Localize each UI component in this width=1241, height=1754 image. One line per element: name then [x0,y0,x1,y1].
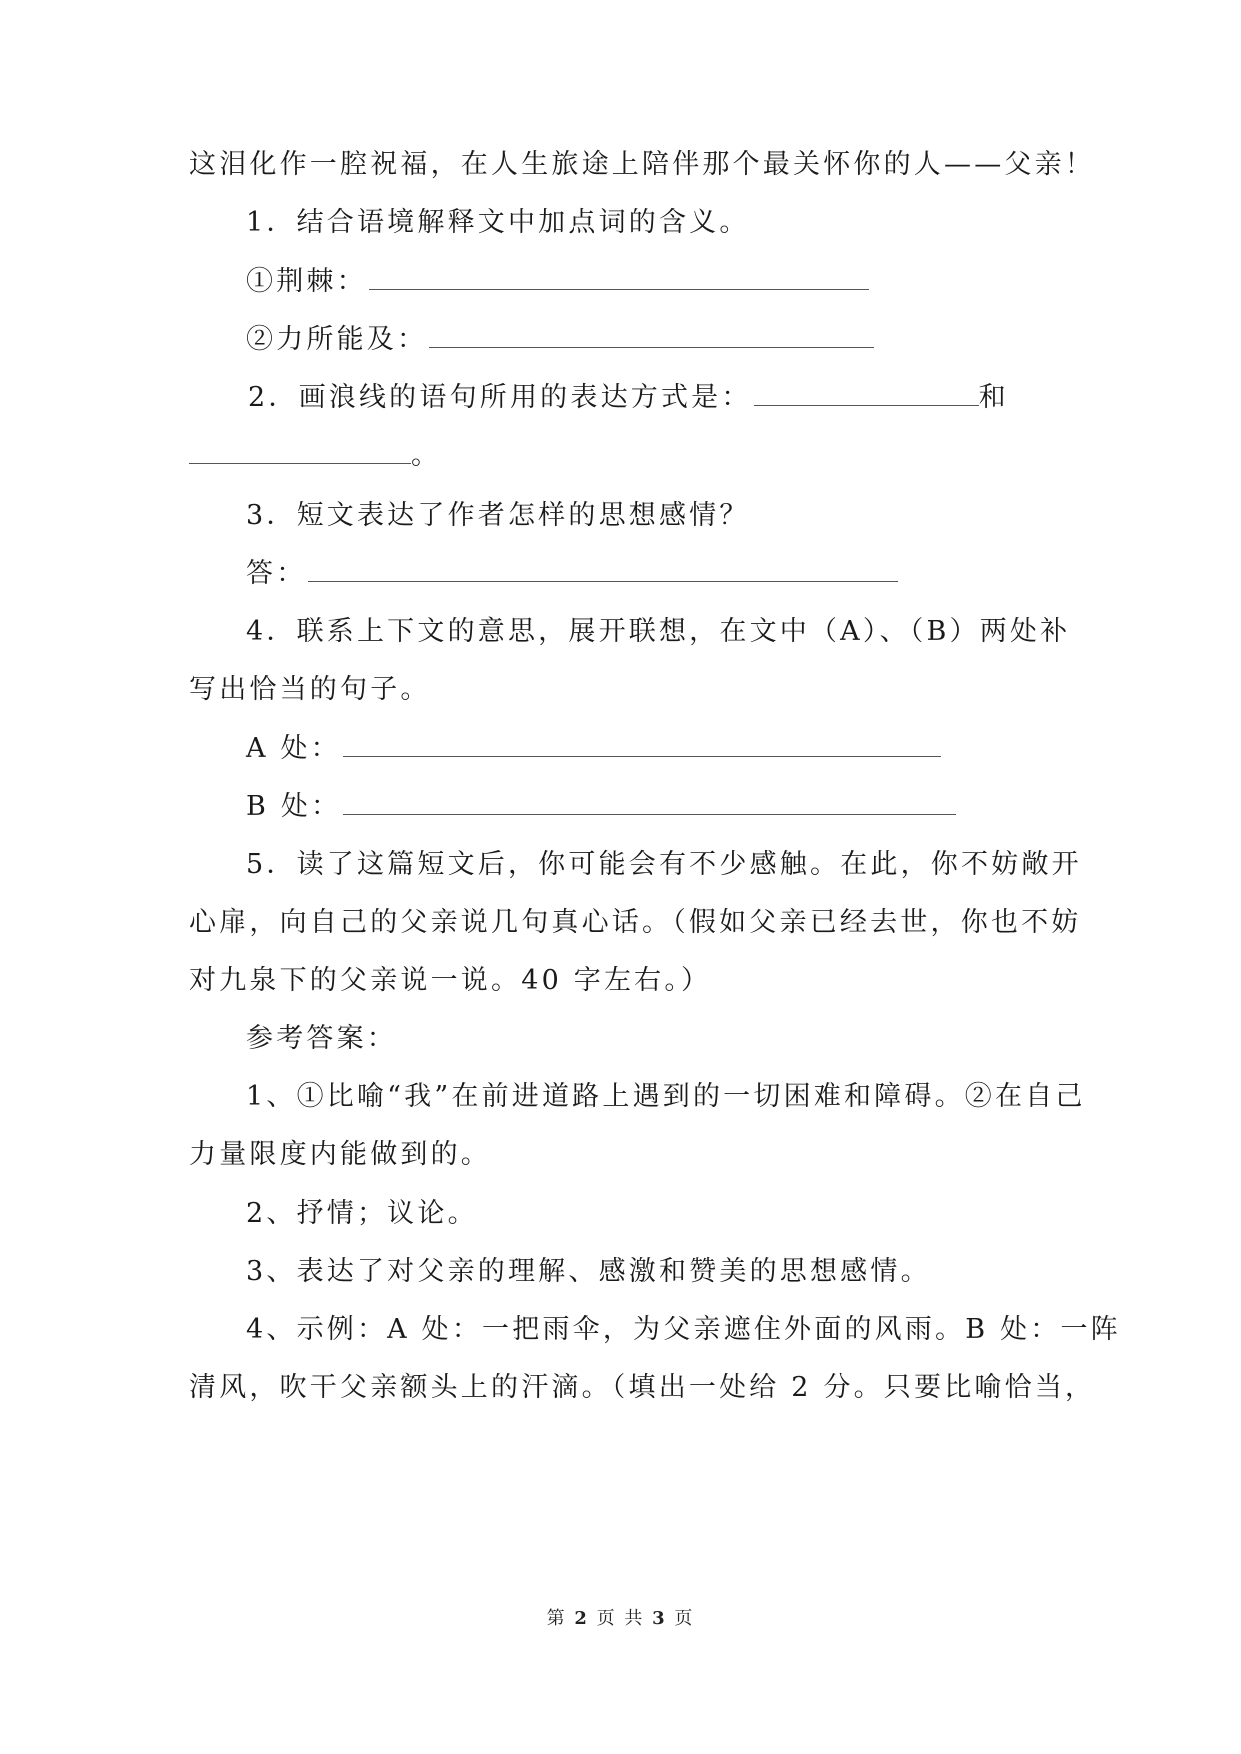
answer-blank[interactable] [189,439,411,464]
question-3-answer [246,554,1108,594]
question-4a-label: A 处： [246,733,341,764]
footer-page-number: 2 [574,1608,589,1629]
question-2-label: 2．画浪线的语句所用的表达方式是： [248,382,752,413]
answer-blank[interactable] [754,381,979,406]
question-4b [246,787,1108,827]
question-1: 1．结合语境解释文中加点词的含义。 [246,207,750,238]
question-5-line: 5．读了这篇短文后，你可能会有不少感触。在此，你不妨敞开 [246,849,1082,880]
question-5-line: 心扉，向自己的父亲说几句真心话。（假如父亲已经去世，你也不妨 [189,907,1082,938]
footer-middle: 页 共 [596,1608,645,1629]
question-2-continued [189,436,1051,476]
page-footer [0,1604,1241,1630]
answer-blank[interactable] [343,790,956,815]
question-2-end: 。 [411,440,442,471]
question-4a [246,729,1108,769]
answer-2: 2、抒情；议论。 [246,1198,478,1229]
question-1b [246,320,1108,360]
answer-blank[interactable] [369,265,869,290]
answer-1-line: 1、①比喻“我”在前进道路上遇到的一切困难和障碍。②在自己 [246,1081,1086,1112]
question-1a [246,262,1108,302]
answer-4-line: 清风，吹干父亲额头上的汗滴。（填出一处给 2 分。只要比喻恰当， [189,1372,1096,1403]
question-2-and: 和 [978,382,1009,413]
question-4b-label: B 处： [246,791,342,822]
answer-blank[interactable] [343,732,941,757]
question-3: 3．短文表达了作者怎样的思想感情？ [246,500,750,531]
question-3-answer-label: 答： [246,558,307,589]
answer-4-line: 4、示例：A 处：一把雨伞，为父亲遮住外面的风雨。B 处：一阵 [246,1314,1121,1345]
question-1a-label: ①荆棘： [246,266,367,297]
question-2 [248,378,1053,418]
question-4-line: 4．联系上下文的意思，展开联想，在文中（A）、（B）两处补 [246,616,1071,647]
question-1b-label: ②力所能及： [246,324,428,355]
paragraph-line: 这泪化作一腔祝福，在人生旅途上陪伴那个最关怀你的人——父亲！ [189,149,1095,180]
question-4-line: 写出恰当的句子。 [189,674,431,705]
answer-blank[interactable] [308,557,898,582]
footer-suffix: 页 [674,1608,695,1629]
reference-answers-title: 参考答案： [246,1023,397,1054]
answer-3: 3、表达了对父亲的理解、感激和赞美的思想感情。 [246,1256,931,1287]
answer-1-line: 力量限度内能做到的。 [189,1139,491,1170]
question-5-line: 对九泉下的父亲说一说。40 字左右。） [189,965,712,996]
answer-blank[interactable] [429,323,874,348]
footer-prefix: 第 [546,1608,567,1629]
footer-total-pages: 3 [652,1608,667,1629]
